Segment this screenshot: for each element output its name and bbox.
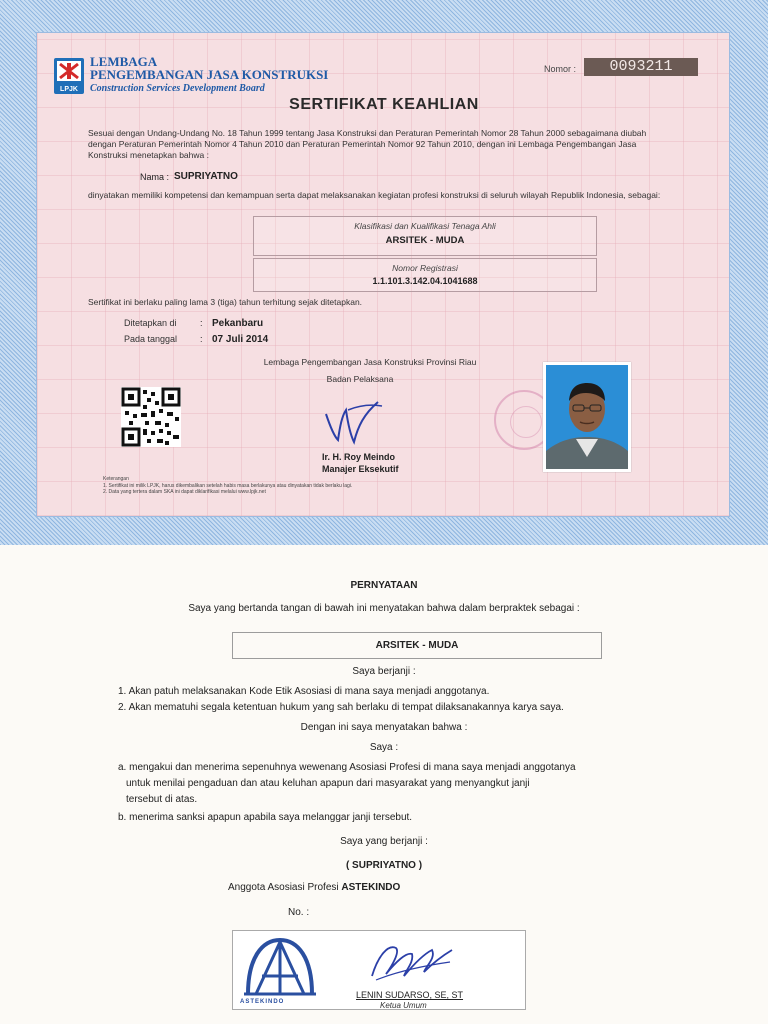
chair-signature-icon: [366, 936, 456, 991]
dengan-label: Dengan ini saya menyatakan bahwa :: [300, 722, 468, 733]
registrasi-label: Nomor Registrasi: [392, 263, 458, 273]
yang-berjanji-label: Saya yang berjanji :: [340, 836, 428, 847]
promise-list: [118, 684, 564, 716]
berjanji-label: Saya berjanji :: [352, 666, 416, 677]
badan-pelaksana: Badan Pelaksana: [326, 374, 394, 384]
lpjk-logo-icon: [54, 58, 84, 94]
nama-label: Nama :: [140, 172, 170, 182]
klasifikasi-value: ARSITEK - MUDA: [385, 235, 465, 246]
klasifikasi-box: [253, 216, 597, 256]
intro-paragraph: Sesuai dengan Undang-Undang No. 18 Tahun 1999 tentang Jasa Konstruksi dan Peraturan Pemerintah Nomor 28 Tahun 2000 sebagaimana diubah dengan Peraturan Pemerintah Nomor 4 Tahun 2010 dan Peraturan Pemerintah Nomor 92 Tahun 2010, dengan ini Lembaga Pengembangan Jasa Konstruksi menetapkan bahwa :: [88, 128, 647, 160]
point-a-line-3: tersebut di atas.: [126, 794, 198, 805]
org-line-2: PENGEMBANGAN JASA KONSTRUKSI: [90, 67, 329, 82]
keterangan-item-1: 1. Sertifikat ini milik LPJK, harus dikembalikan setelah habis masa berlakunya atau dinyatakan tidak berlaku lagi.: [103, 482, 353, 489]
klasifikasi-label: Klasifikasi dan Kualifikasi Tenaga Ahli: [354, 221, 496, 231]
statement-opening: Saya yang bertanda tangan di bawah ini menyatakan bahwa dalam berpraktek sebagai :: [188, 603, 580, 614]
statement-title: PERNYATAAN: [350, 580, 418, 591]
nama-value: SUPRIYATNO: [174, 171, 238, 182]
signature-icon: [318, 396, 388, 457]
organization-name: [90, 55, 328, 95]
kompetensi-paragraph: dinyatakan memiliki kompetensi dan kemampuan serta dapat melaksanakan kegiatan profesi konstruksi di seluruh wilayah Republik Indonesia, sebagai:: [88, 190, 661, 200]
berlaku-text: Sertifikat ini berlaku paling lama 3 (tiga) tahun terhitung sejak ditetapkan.: [88, 297, 363, 307]
svg-text:LPJK: LPJK: [60, 86, 78, 93]
point-a-line-1: a. mengakui dan menerima sepenuhnya wewenang Asosiasi Profesi di mana saya menjadi anggotanya: [118, 762, 576, 773]
promise-item-1: 1. Akan patuh melaksanakan Kode Etik Asosiasi di mana saya menjadi anggotanya.: [118, 686, 490, 697]
keterangan-item-2: 2. Data yang tertera dalam SKA ini dapat diklarifikasi melalui www.lpjk.net: [103, 489, 266, 495]
nomor-value: 0093211: [584, 58, 698, 76]
keterangan-title: Keterangan: [103, 476, 129, 482]
profession-box: ARSITEK - MUDA: [232, 632, 602, 659]
saya-label: Saya :: [369, 742, 399, 753]
org-line-3: Construction Services Development Board: [90, 83, 265, 94]
signer-title: Manajer Eksekutif: [322, 464, 399, 474]
qr-code-icon: [121, 387, 181, 447]
registrasi-box: [253, 258, 597, 292]
astekindo-logo-icon: [242, 934, 318, 1005]
certificate-title: SERTIFIKAT KEAHLIAN: [289, 96, 479, 113]
tanggal-value: 07 Juli 2014: [212, 334, 269, 345]
ditetapkan-value: Pekanbaru: [212, 318, 264, 329]
astekindo-logo-text: ASTEKINDO: [240, 999, 285, 1005]
ditetapkan-colon: :: [200, 318, 203, 328]
anggota-line: [228, 882, 400, 893]
holder-photo: [543, 362, 631, 472]
anggota-org: ASTEKINDO: [341, 882, 401, 893]
signer-name: Ir. H. Roy Meindo: [322, 452, 396, 462]
member-number-label: No. :: [288, 907, 310, 918]
lembaga-provinsi: Lembaga Pengembangan Jasa Konstruksi Provinsi Riau: [263, 357, 477, 367]
org-line-1: LEMBAGA: [90, 54, 158, 69]
promise-item-2: 2. Akan mematuhi segala ketentuan hukum yang sah berlaku di tempat dilaksanakannya karya saya.: [118, 702, 564, 713]
keterangan: [103, 476, 352, 496]
ditetapkan-label: Ditetapkan di: [124, 318, 177, 328]
chair-name: LENIN SUDARSO, SE, ST: [356, 990, 464, 1000]
tanggal-colon: :: [200, 334, 203, 344]
point-b: b. menerima sanksi apapun apabila saya melanggar janji tersebut.: [118, 812, 413, 823]
point-a-line-2: untuk menilai pengaduan dan atau keluhan apapun dari masyarakat yang menyangkut janji: [126, 778, 530, 789]
chair-title: Ketua Umum: [380, 1001, 427, 1010]
member-name: ( SUPRIYATNO ): [345, 860, 423, 871]
tanggal-label: Pada tanggal: [124, 334, 178, 344]
anggota-prefix: Anggota Asosiasi Profesi: [228, 882, 342, 893]
registrasi-value: 1.1.101.3.142.04.1041688: [372, 276, 478, 286]
nomor-label: Nomor :: [544, 64, 577, 74]
point-a: [118, 760, 678, 808]
